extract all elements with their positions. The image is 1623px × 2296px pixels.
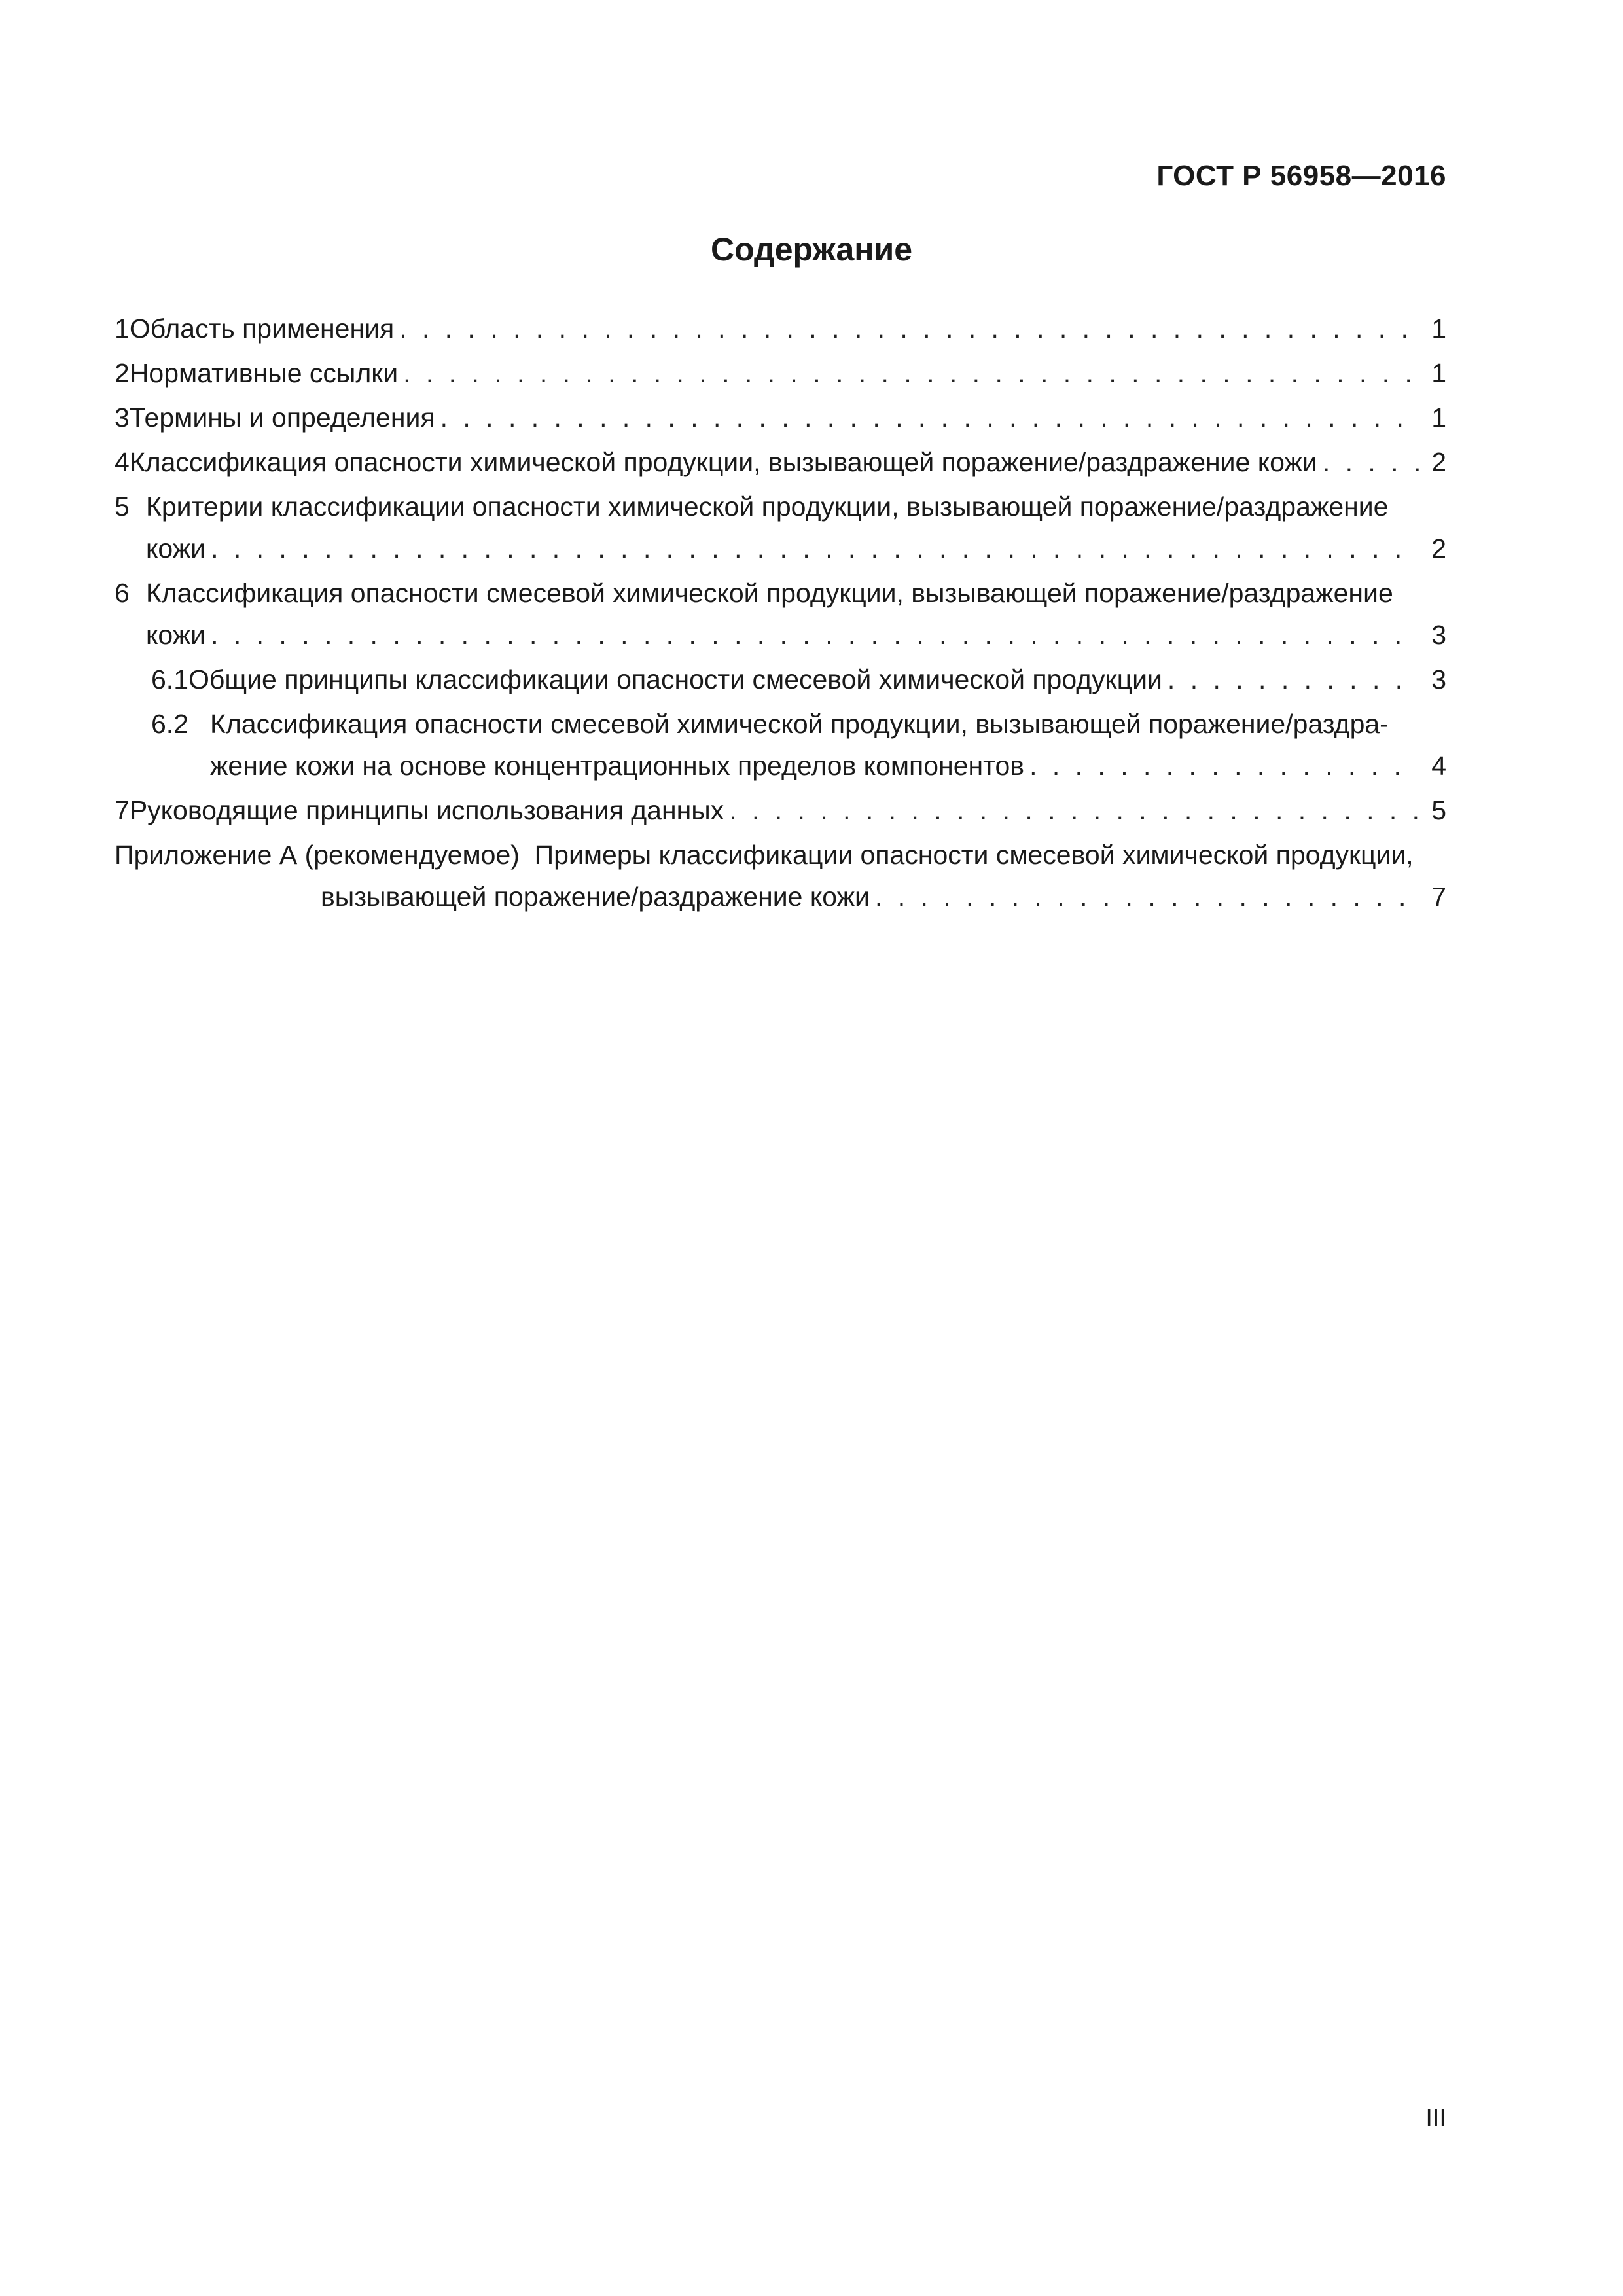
toc-entry-title: Нормативные ссылки	[129, 358, 399, 388]
dot-leader	[1317, 441, 1419, 483]
toc-entry-3[interactable]	[115, 397, 1446, 439]
toc-entry-page: 4	[1431, 751, 1446, 781]
dot-leader	[205, 528, 1419, 569]
toc-entry-page: 2	[1431, 533, 1446, 564]
toc-entry-number: 6	[115, 578, 130, 608]
toc-entry-number: 4	[115, 447, 130, 477]
toc-entry-page: 3	[1431, 664, 1446, 694]
toc-entry-title: Руководящие принципы использования данных	[129, 795, 724, 825]
toc-entry-5[interactable]	[115, 486, 1446, 569]
toc-entry-appendix-a[interactable]	[115, 834, 1446, 918]
toc-entry-page: 3	[1431, 620, 1446, 650]
page-number: III	[1425, 2105, 1446, 2132]
toc-entry-page: 2	[1431, 447, 1446, 477]
toc-entry-title-continuation: кожи	[146, 533, 206, 564]
toc-entry-number: 2	[115, 358, 130, 388]
dot-leader	[870, 876, 1419, 918]
toc-entry-number: 3	[115, 403, 130, 433]
dot-leader	[394, 308, 1419, 350]
dot-leader	[1162, 658, 1419, 700]
toc-entry-title: Классификация опасности смесевой химической продукции, вызывающей поражение/раздражение	[146, 578, 1393, 608]
toc-entry-title: Общие принципы классификации опасности смесевой химической продукции	[188, 664, 1162, 694]
toc-entry-page: 1	[1431, 403, 1446, 433]
toc-entry-title: Критерии классификации опасности химической продукции, вызывающей поражение/раздражение	[146, 492, 1389, 522]
toc-entry-7[interactable]	[115, 789, 1446, 831]
dot-leader	[1024, 745, 1419, 787]
toc-entry-page: 7	[1431, 882, 1446, 912]
toc-entry-6-1[interactable]	[115, 658, 1446, 700]
dot-leader	[398, 352, 1419, 394]
toc-entry-page: 1	[1431, 358, 1446, 388]
toc-entry-6-2[interactable]	[115, 703, 1446, 787]
toc-entry-6[interactable]	[115, 572, 1446, 656]
dot-leader	[724, 789, 1419, 831]
toc-entry-title: Приложение А (рекомендуемое) Примеры классификации опасности смесевой химической продукции,	[115, 840, 1414, 870]
toc-entry-2[interactable]	[115, 352, 1446, 394]
page-title: Содержание	[710, 231, 913, 268]
toc-entry-title: Классификация опасности смесевой химической продукции, вызывающей поражение/раздра-	[210, 709, 1389, 739]
table-of-contents	[115, 308, 1446, 918]
toc-entry-title-continuation: кожи	[146, 620, 206, 650]
toc-entry-page: 1	[1431, 314, 1446, 344]
toc-entry-number: 6.2	[151, 709, 188, 739]
toc-entry-number: 6.1	[151, 664, 188, 694]
toc-entry-title-continuation: жение кожи на основе концентрационных пределов компонентов	[210, 751, 1025, 781]
dot-leader	[435, 397, 1419, 439]
toc-entry-number: 5	[115, 492, 130, 522]
toc-entry-title: Область применения	[129, 314, 395, 344]
toc-entry-page: 5	[1431, 795, 1446, 825]
dot-leader	[205, 614, 1419, 656]
toc-entry-4[interactable]	[115, 441, 1446, 483]
toc-entry-title: Классификация опасности химической продукции, вызывающей поражение/раздражение кожи	[129, 447, 1317, 477]
document-code: ГОСТ Р 56958—2016	[1156, 160, 1446, 192]
toc-entry-number: 7	[115, 795, 130, 825]
toc-entry-1[interactable]	[115, 308, 1446, 350]
toc-entry-title: Термины и определения	[129, 403, 435, 433]
toc-entry-title-continuation: вызывающей поражение/раздражение кожи	[321, 882, 870, 912]
toc-entry-number: 1	[115, 314, 130, 344]
